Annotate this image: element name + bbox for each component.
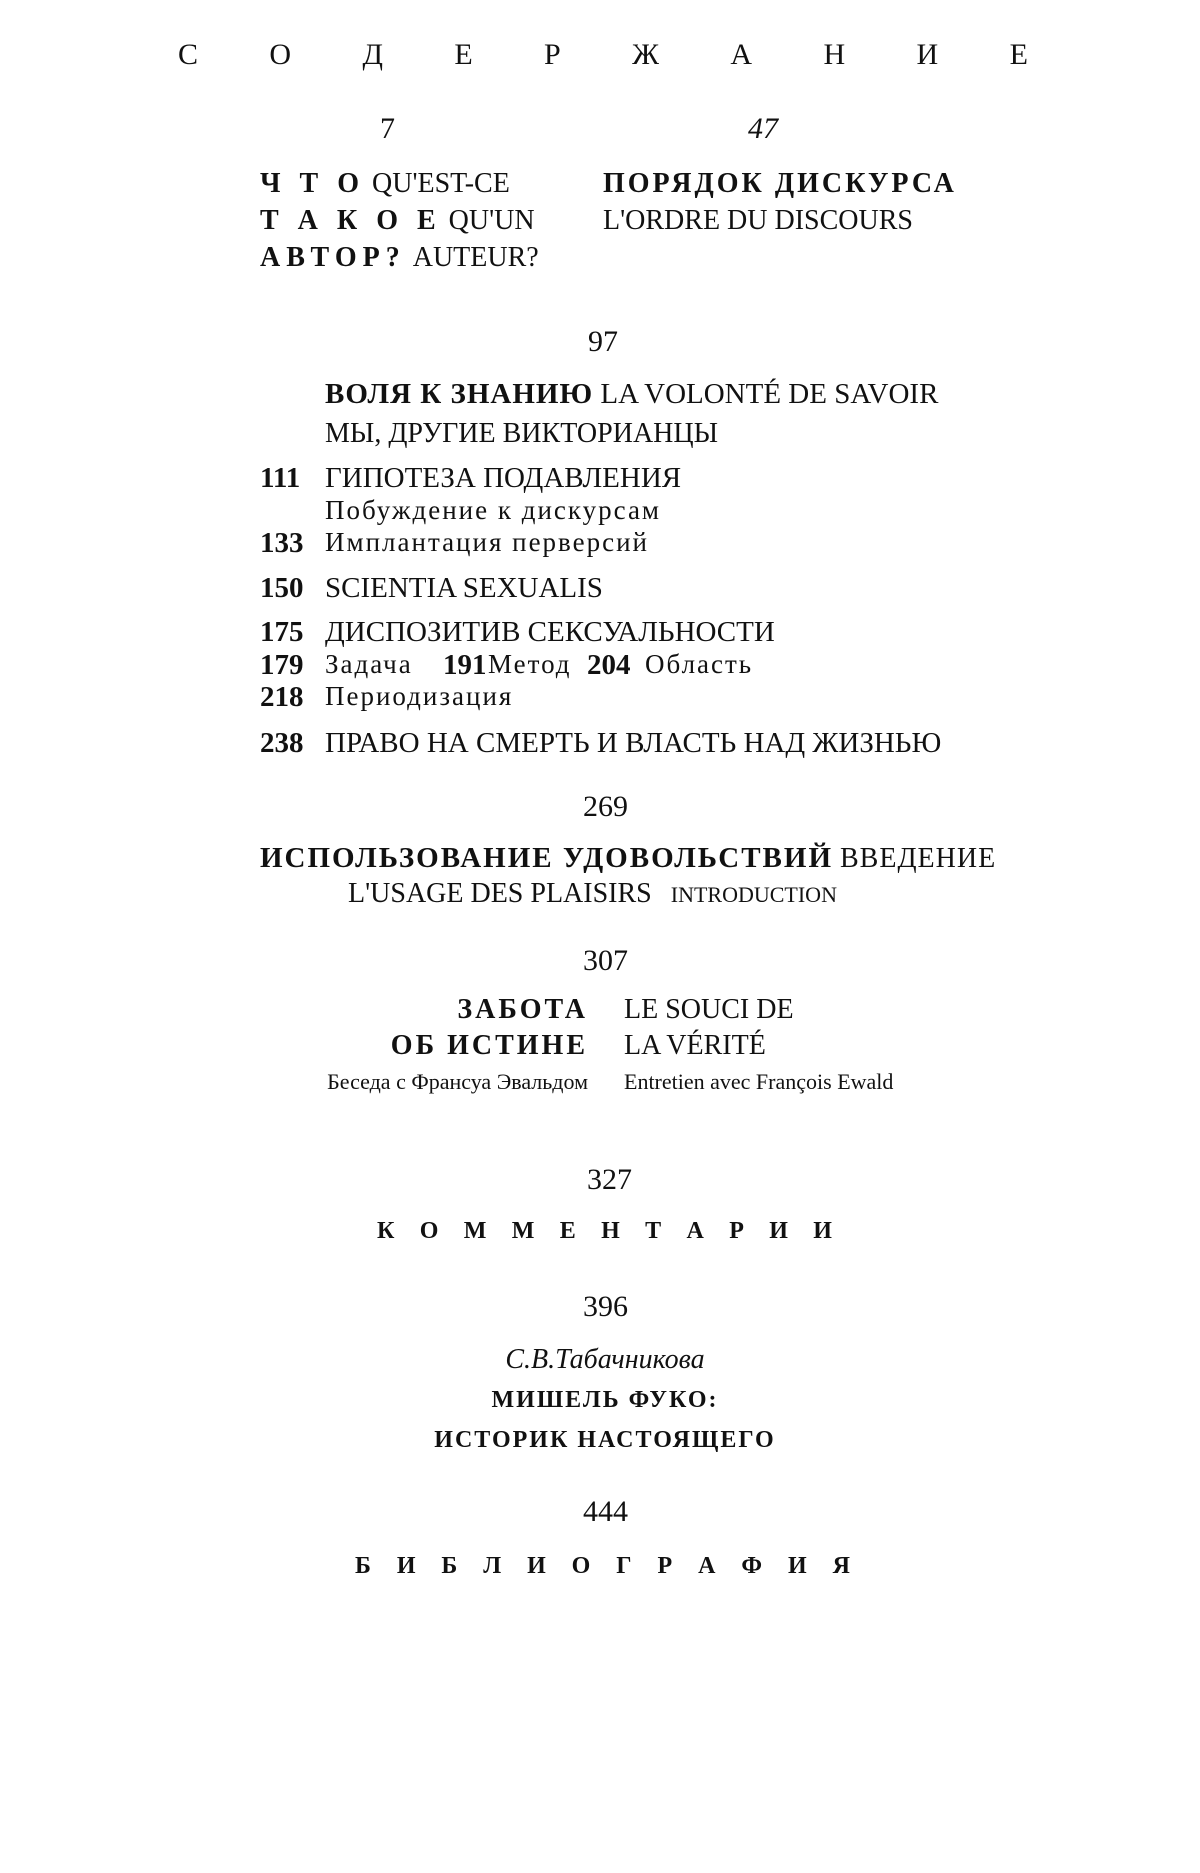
subtitle-fr: Entretien avec François Ewald	[624, 1069, 894, 1094]
title-fr: L'ORDRE DU DISCOURS	[603, 205, 913, 236]
spaced-letter: Н	[601, 1218, 620, 1244]
spaced-letter: Д	[362, 38, 383, 71]
page-number-7: 7	[380, 112, 395, 145]
title-ru: Ч Т О	[260, 168, 366, 199]
title-ru: ВОЛЯ К ЗНАНИЮ	[325, 378, 594, 410]
subtitle-ru: Беседа с Франсуа Эвальдом	[327, 1069, 588, 1094]
spaced-letter: Г	[616, 1553, 632, 1579]
spaced-letter: А	[730, 38, 753, 71]
subtitle-victorians: МЫ, ДРУГИЕ ВИКТОРИАНЦЫ	[325, 418, 719, 449]
toc-page-number: 133	[260, 527, 304, 559]
page-number-444: 444	[583, 1495, 628, 1528]
intro-fr: INTRODUCTION	[670, 882, 837, 907]
comments-title	[377, 1218, 832, 1245]
toc-title: Задача	[325, 649, 413, 679]
title-ru-line2: ОБ ИСТИНЕ	[390, 1030, 588, 1061]
section-care-of-truth-fr	[624, 992, 893, 1100]
spaced-letter: О	[419, 1218, 439, 1244]
spaced-letter: И	[787, 1553, 807, 1579]
section-use-of-pleasure	[260, 842, 996, 875]
spaced-letter: Ф	[741, 1553, 763, 1579]
spaced-letter: Р	[729, 1218, 744, 1244]
page-number-396: 396	[583, 1290, 628, 1323]
section-what-is-author	[260, 165, 539, 276]
toc-page-number: 175	[260, 616, 304, 648]
spaced-letter: Р	[657, 1553, 673, 1579]
toc-title: SCIENTIA SEXUALIS	[325, 572, 603, 604]
toc-page-number: 150	[260, 572, 304, 604]
title-fr-line2: LA VÉRITÉ	[624, 1030, 766, 1061]
spaced-letter: Ж	[632, 38, 660, 71]
toc-title: Имплантация перверсий	[325, 527, 650, 557]
title-fr: AUTEUR?	[412, 242, 539, 273]
toc-line	[260, 202, 539, 239]
spaced-letter: Т	[645, 1218, 662, 1244]
section-will-to-knowledge	[325, 378, 938, 411]
spaced-letter: Р	[544, 38, 561, 71]
title-ru: ПОРЯДОК ДИСКУРСА	[603, 168, 957, 199]
toc-title: ПРАВО НА СМЕРТЬ И ВЛАСТЬ НАД ЖИЗНЬЮ	[325, 727, 942, 759]
spaced-letter: Б	[441, 1553, 458, 1579]
spaced-letter: И	[916, 38, 939, 71]
spaced-letter: М	[511, 1218, 535, 1244]
toc-title: ДИСПОЗИТИВ СЕКСУАЛЬНОСТИ	[325, 616, 775, 648]
spaced-letter: И	[527, 1553, 546, 1579]
spaced-letter: С	[178, 38, 199, 71]
toc-page-number: 218	[260, 681, 304, 713]
title-fr: L'USAGE DES PLAISIRS	[348, 878, 652, 909]
title-fr: LA VOLONTÉ DE SAVOIR	[600, 378, 939, 410]
spaced-letter: А	[686, 1218, 704, 1244]
essay-title-line2: ИСТОРИК НАСТОЯЩЕГО	[434, 1427, 776, 1453]
spaced-letter: Я	[832, 1553, 850, 1579]
spaced-letter: И	[396, 1553, 416, 1579]
toc-title: Побуждение к дискурсам	[325, 495, 662, 525]
toc-title: Область	[645, 649, 754, 679]
section-care-of-truth-ru	[280, 992, 588, 1100]
page-number-327: 327	[587, 1163, 632, 1196]
spaced-letter: И	[813, 1218, 832, 1244]
section-use-of-pleasure-fr	[348, 878, 837, 910]
spaced-letter: О	[269, 38, 292, 71]
title-ru: АВТОР?	[260, 242, 406, 273]
page-number-97: 97	[588, 325, 618, 358]
toc-page-number: 179	[260, 649, 304, 681]
section-order-of-discourse	[603, 165, 957, 239]
spaced-letter: И	[769, 1218, 788, 1244]
toc-line	[260, 239, 539, 276]
title-ru: Т А К О Е	[260, 205, 442, 236]
essay-title-line1: МИШЕЛЬ ФУКО:	[491, 1387, 719, 1413]
spaced-letter: Б	[355, 1553, 371, 1579]
contents-heading	[178, 38, 1028, 72]
toc-page-number: 238	[260, 727, 304, 759]
spaced-letter: Л	[483, 1553, 502, 1579]
toc-title: Метод	[488, 649, 572, 679]
spaced-letter: М	[463, 1218, 487, 1244]
toc-line	[260, 165, 539, 202]
bibliography-title	[355, 1553, 850, 1580]
author-name: С.В.Табачникова	[505, 1344, 705, 1375]
title-ru: ИСПОЛЬЗОВАНИЕ УДОВОЛЬСТВИЙ	[260, 842, 833, 874]
page-number-307: 307	[583, 944, 628, 977]
title-fr-line1: LE SOUCI DE	[624, 994, 794, 1025]
toc-title: ГИПОТЕЗА ПОДАВЛЕНИЯ	[325, 462, 682, 494]
toc-page-number: 111	[260, 462, 301, 494]
spaced-letter: К	[377, 1218, 395, 1244]
section-essay	[400, 1340, 810, 1460]
spaced-letter: Е	[454, 38, 473, 71]
page-number-269: 269	[583, 790, 628, 823]
intro-ru: ВВЕДЕНИЕ	[840, 843, 997, 874]
spaced-letter: Е	[559, 1218, 576, 1244]
toc-page-number: 204	[587, 649, 631, 681]
toc-page-number: 191	[443, 649, 487, 681]
toc-title: Периодизация	[325, 681, 514, 711]
spaced-letter: Е	[1009, 38, 1028, 71]
title-fr: QU'UN	[448, 205, 535, 236]
page-number-47: 47	[748, 112, 778, 145]
title-fr: QU'EST-CE	[372, 168, 510, 199]
spaced-letter: А	[698, 1553, 716, 1579]
spaced-letter: О	[571, 1553, 591, 1579]
spaced-letter: Н	[823, 38, 846, 71]
title-ru-line1: ЗАБОТА	[457, 994, 588, 1025]
